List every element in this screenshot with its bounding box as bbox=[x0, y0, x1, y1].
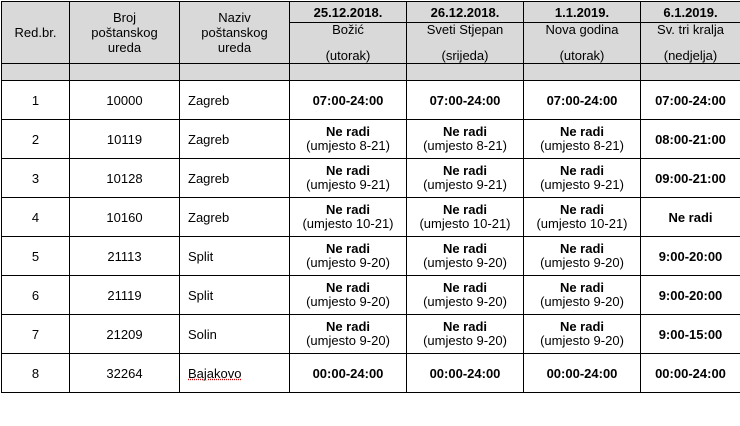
postal-code: 10000 bbox=[70, 81, 180, 120]
usual-hours-note: (umjesto 9-20) bbox=[423, 333, 507, 348]
table-body bbox=[2, 81, 740, 393]
hours-cell-closed bbox=[524, 315, 641, 354]
postal-code: 21209 bbox=[70, 315, 180, 354]
usual-hours-note: (umjesto 8-21) bbox=[423, 138, 507, 153]
closed-label: Ne radi bbox=[559, 241, 605, 256]
row-number: 8 bbox=[2, 354, 70, 393]
col-header-postal-code: Broj poštanskog ureda bbox=[70, 2, 180, 64]
hours-cell: 00:00-24:00 bbox=[524, 354, 641, 393]
closed-label: Ne radi bbox=[325, 163, 371, 178]
hours-cell: 07:00-24:00 bbox=[407, 81, 524, 120]
office-name-text: Zagreb bbox=[188, 209, 230, 225]
hours-cell: 07:00-24:00 bbox=[641, 81, 740, 120]
hours-cell-closed bbox=[524, 276, 641, 315]
usual-hours-note: (umjesto 9-20) bbox=[423, 294, 507, 309]
closed-label: Ne radi bbox=[325, 241, 371, 256]
hours-cell-closed bbox=[290, 198, 407, 237]
row-number: 7 bbox=[2, 315, 70, 354]
table-row bbox=[2, 81, 740, 120]
hours-cell-closed bbox=[407, 159, 524, 198]
usual-hours-note: (umjesto 10-21) bbox=[419, 216, 511, 231]
hours-cell-closed bbox=[407, 237, 524, 276]
table-row bbox=[2, 159, 740, 198]
office-name-text: Zagreb bbox=[188, 131, 230, 147]
closed-label: Ne radi bbox=[559, 124, 605, 139]
hours-cell: 00:00-24:00 bbox=[641, 354, 740, 393]
usual-hours-note: (umjesto 9-20) bbox=[306, 255, 390, 270]
office-name-text: Split bbox=[188, 248, 214, 264]
hours-cell-closed bbox=[290, 315, 407, 354]
closed-label: Ne radi bbox=[559, 163, 605, 178]
closed-label: Ne radi bbox=[325, 124, 371, 139]
closed-label: Ne radi bbox=[325, 280, 371, 295]
usual-hours-note: (umjesto 10-21) bbox=[536, 216, 628, 231]
hours-cell: 00:00-24:00 bbox=[290, 354, 407, 393]
usual-hours-note: (umjesto 9-21) bbox=[423, 177, 507, 192]
table-row bbox=[2, 198, 740, 237]
office-name-text: Split bbox=[188, 287, 214, 303]
table-row bbox=[2, 315, 740, 354]
postal-code: 10160 bbox=[70, 198, 180, 237]
closed-label: Ne radi bbox=[442, 163, 488, 178]
usual-hours-note: (umjesto 9-20) bbox=[306, 294, 390, 309]
hours-cell: 9:00-20:00 bbox=[641, 276, 740, 315]
holiday-hours-table bbox=[1, 1, 740, 393]
hours-cell-closed bbox=[290, 120, 407, 159]
table-row bbox=[2, 237, 740, 276]
postal-code: 21119 bbox=[70, 276, 180, 315]
usual-hours-note: (umjesto 10-21) bbox=[302, 216, 394, 231]
office-name bbox=[180, 315, 290, 354]
row-number: 3 bbox=[2, 159, 70, 198]
hours-cell: Ne radi bbox=[641, 198, 740, 237]
col-header-redbr: Red.br. bbox=[2, 2, 70, 64]
usual-hours-note: (umjesto 9-21) bbox=[306, 177, 390, 192]
hours-cell-closed bbox=[524, 198, 641, 237]
usual-hours-note: (umjesto 8-21) bbox=[540, 138, 624, 153]
closed-label: Ne radi bbox=[325, 319, 371, 334]
row-number: 2 bbox=[2, 120, 70, 159]
closed-label: Ne radi bbox=[559, 319, 605, 334]
hours-cell: 09:00-21:00 bbox=[641, 159, 740, 198]
hours-cell-closed bbox=[407, 120, 524, 159]
hours-cell: 00:00-24:00 bbox=[407, 354, 524, 393]
closed-label: Ne radi bbox=[559, 202, 605, 217]
row-number: 6 bbox=[2, 276, 70, 315]
closed-label: Ne radi bbox=[442, 280, 488, 295]
day-name-4: Sv. tri kralja (nedjelja) bbox=[641, 23, 740, 64]
day-name-3: Nova godina (utorak) bbox=[524, 23, 641, 64]
hours-cell-closed bbox=[290, 237, 407, 276]
day-date-3: 1.1.2019. bbox=[524, 2, 641, 23]
closed-label: Ne radi bbox=[442, 124, 488, 139]
closed-label: Ne radi bbox=[442, 319, 488, 334]
day-date-4: 6.1.2019. bbox=[641, 2, 740, 23]
hours-cell-closed bbox=[524, 120, 641, 159]
hours-cell: 08:00-21:00 bbox=[641, 120, 740, 159]
usual-hours-note: (umjesto 9-20) bbox=[306, 333, 390, 348]
col-header-office-name: Naziv poštanskog ureda bbox=[180, 2, 290, 64]
hours-cell-closed bbox=[407, 276, 524, 315]
hours-cell-closed bbox=[290, 276, 407, 315]
office-name-text: Zagreb bbox=[188, 170, 230, 186]
hours-cell-closed bbox=[524, 159, 641, 198]
hours-cell: 07:00-24:00 bbox=[524, 81, 641, 120]
office-name bbox=[180, 120, 290, 159]
day-date-1: 25.12.2018. bbox=[290, 2, 407, 23]
office-name bbox=[180, 198, 290, 237]
row-number: 1 bbox=[2, 81, 70, 120]
usual-hours-note: (umjesto 8-21) bbox=[306, 138, 390, 153]
postal-code: 32264 bbox=[70, 354, 180, 393]
hours-cell-closed bbox=[407, 198, 524, 237]
postal-code: 10119 bbox=[70, 120, 180, 159]
day-date-2: 26.12.2018. bbox=[407, 2, 524, 23]
postal-code: 10128 bbox=[70, 159, 180, 198]
table-row bbox=[2, 276, 740, 315]
closed-label: Ne radi bbox=[442, 241, 488, 256]
office-name bbox=[180, 354, 290, 393]
office-name bbox=[180, 237, 290, 276]
row-number: 4 bbox=[2, 198, 70, 237]
usual-hours-note: (umjesto 9-21) bbox=[540, 177, 624, 192]
hours-cell: 9:00-15:00 bbox=[641, 315, 740, 354]
hours-cell: 07:00-24:00 bbox=[290, 81, 407, 120]
closed-label: Ne radi bbox=[325, 202, 371, 217]
closed-label: Ne radi bbox=[559, 280, 605, 295]
day-name-1: Božić (utorak) bbox=[290, 23, 407, 64]
usual-hours-note: (umjesto 9-20) bbox=[540, 333, 624, 348]
hours-cell-closed bbox=[290, 159, 407, 198]
usual-hours-note: (umjesto 9-20) bbox=[423, 255, 507, 270]
hours-cell-closed bbox=[407, 315, 524, 354]
office-name-text: Solin bbox=[188, 326, 217, 342]
office-name bbox=[180, 81, 290, 120]
office-name bbox=[180, 276, 290, 315]
table-row bbox=[2, 354, 740, 393]
row-number: 5 bbox=[2, 237, 70, 276]
hours-cell-closed bbox=[524, 237, 641, 276]
day-name-2: Sveti Stjepan (srijeda) bbox=[407, 23, 524, 64]
office-name-text: Bajakovo bbox=[188, 365, 242, 381]
table-row bbox=[2, 120, 740, 159]
hours-cell: 9:00-20:00 bbox=[641, 237, 740, 276]
office-name bbox=[180, 159, 290, 198]
office-name-text: Zagreb bbox=[188, 92, 230, 108]
usual-hours-note: (umjesto 9-20) bbox=[540, 255, 624, 270]
postal-code: 21113 bbox=[70, 237, 180, 276]
usual-hours-note: (umjesto 9-20) bbox=[540, 294, 624, 309]
header-spacer-row bbox=[2, 64, 740, 81]
closed-label: Ne radi bbox=[442, 202, 488, 217]
